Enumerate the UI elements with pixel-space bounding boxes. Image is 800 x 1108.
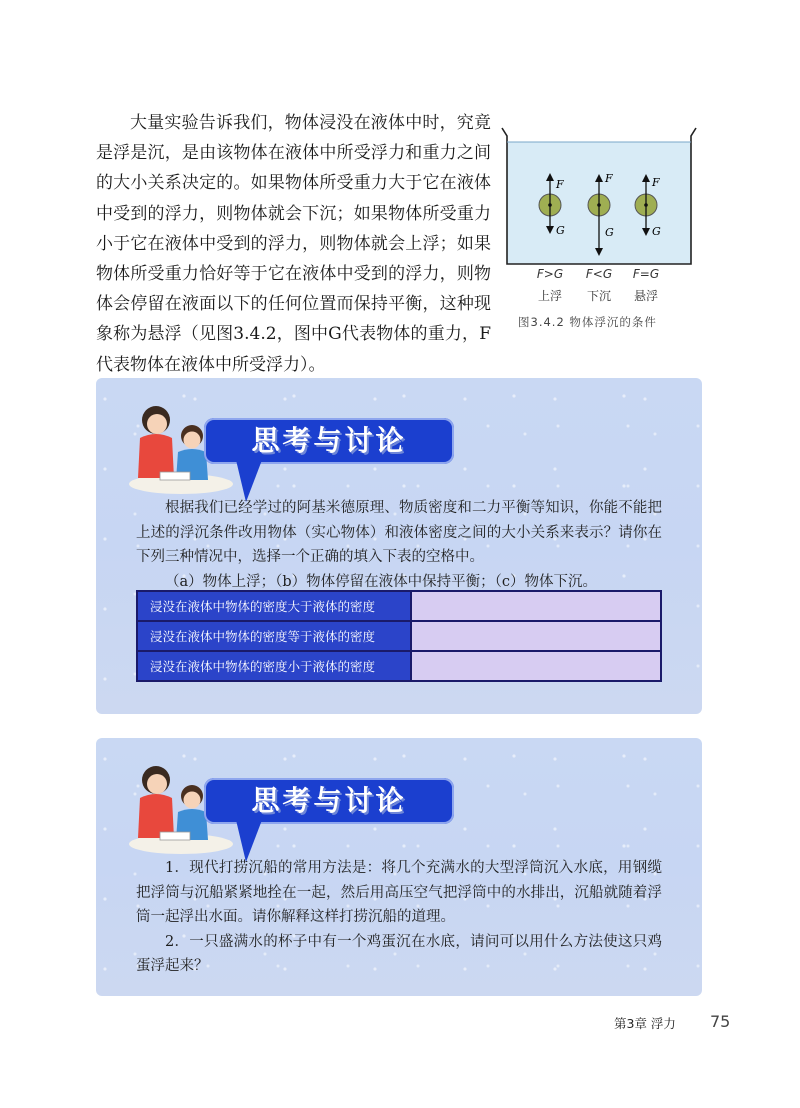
label-g-3: G [652,225,661,238]
label-f-1: F [556,178,564,191]
label-g-2: G [605,226,614,239]
label-g-1: G [556,224,565,237]
case-relation-3: F=G [632,267,660,281]
ball-center-1 [548,203,552,207]
case-label-2: 下沉 [586,289,611,303]
panel2-question-1: 1．现代打捞沉船的常用方法是：将几个充满水的大型浮筒沉入水底，用钢缆把浮筒与沉船紧紧地拴在一起，然后用高压空气把浮筒中的水排出，沉船就随着浮筒一起浮出水面。请你解释这样打捞沉船的道理。 [136,860,662,925]
think-discuss-panel-1 [96,378,702,714]
panel2-body [136,856,662,979]
label-f-3: F [652,176,660,189]
table-row-label: 浸没在液体中物体的密度小于液体的密度 [137,651,411,681]
case-label-1: 上浮 [537,289,562,303]
table-row-label: 浸没在液体中物体的密度大于液体的密度 [137,591,411,621]
ball-center-3 [644,203,648,207]
answer-cell[interactable] [411,651,661,681]
page-number: 75 [710,1012,731,1031]
answer-cell[interactable] [411,621,661,651]
case-relation-2: F<G [585,267,613,281]
case-relation-1: F>G [536,267,564,281]
table-row [137,621,661,651]
ball-center-2 [597,203,601,207]
panel1-body [136,496,662,594]
teacher-body [138,434,174,478]
think-discuss-title: 思考与讨论 [204,778,454,824]
book [160,832,190,840]
panel2-question-2: 2．一只盛满水的杯子中有一个鸡蛋沉在水底，请问可以用什么方法使这只鸡蛋浮起来？ [136,933,662,974]
teacher-face [147,414,167,434]
panel1-options: （a）物体上浮；（b）物体停留在液体中保持平衡；（c）物体下沉。 [165,573,598,590]
think-discuss-header [126,398,456,508]
table-row [137,591,661,621]
case-label-3: 悬浮 [633,289,658,303]
table-row [137,651,661,681]
student-face [184,432,201,449]
panel1-question: 根据我们已经学过的阿基米德原理、物质密度和二力平衡等知识，你能不能把上述的浮沉条件改用物体（实心物体）和液体密度之间的大小关系来表示？请你在下列三种情况中，选择一个正确的填入下表的空格中。 [136,500,662,565]
think-discuss-header [126,758,456,868]
intro-text-block [96,108,491,380]
density-table [136,590,662,682]
teacher-body [138,794,174,838]
intro-paragraph: 大量实验告诉我们，物体浸没在液体中时，究竟是浮是沉，是由该物体在液体中所受浮力和重力之间的大小关系决定的。如果物体所受重力大于它在液体中受到的浮力，则物体就会下沉；如果物体所受重力小于它在液体中受到的浮力，则物体就会上浮；如果物体所受重力恰好等于它在液体中受到的浮力，则物体会停留在液面以下的任何位置而保持平衡，这种现象称为悬浮（见图3.4.2，图中G代表物体的重力，F代表物体在液体中所受浮力）。 [96,113,491,375]
table-row-label: 浸没在液体中物体的密度等于液体的密度 [137,621,411,651]
figure-caption: 图3.4.2 物体浮沉的条件 [518,315,657,329]
think-discuss-title: 思考与讨论 [204,418,454,464]
answer-cell[interactable] [411,591,661,621]
label-f-2: F [605,172,613,185]
teacher-face [147,774,167,794]
book [160,472,190,480]
chapter-footer: 第3章 浮力 [614,1016,676,1031]
think-discuss-panel-2 [96,738,702,996]
student-face [184,792,201,809]
float-sink-figure [500,122,700,342]
